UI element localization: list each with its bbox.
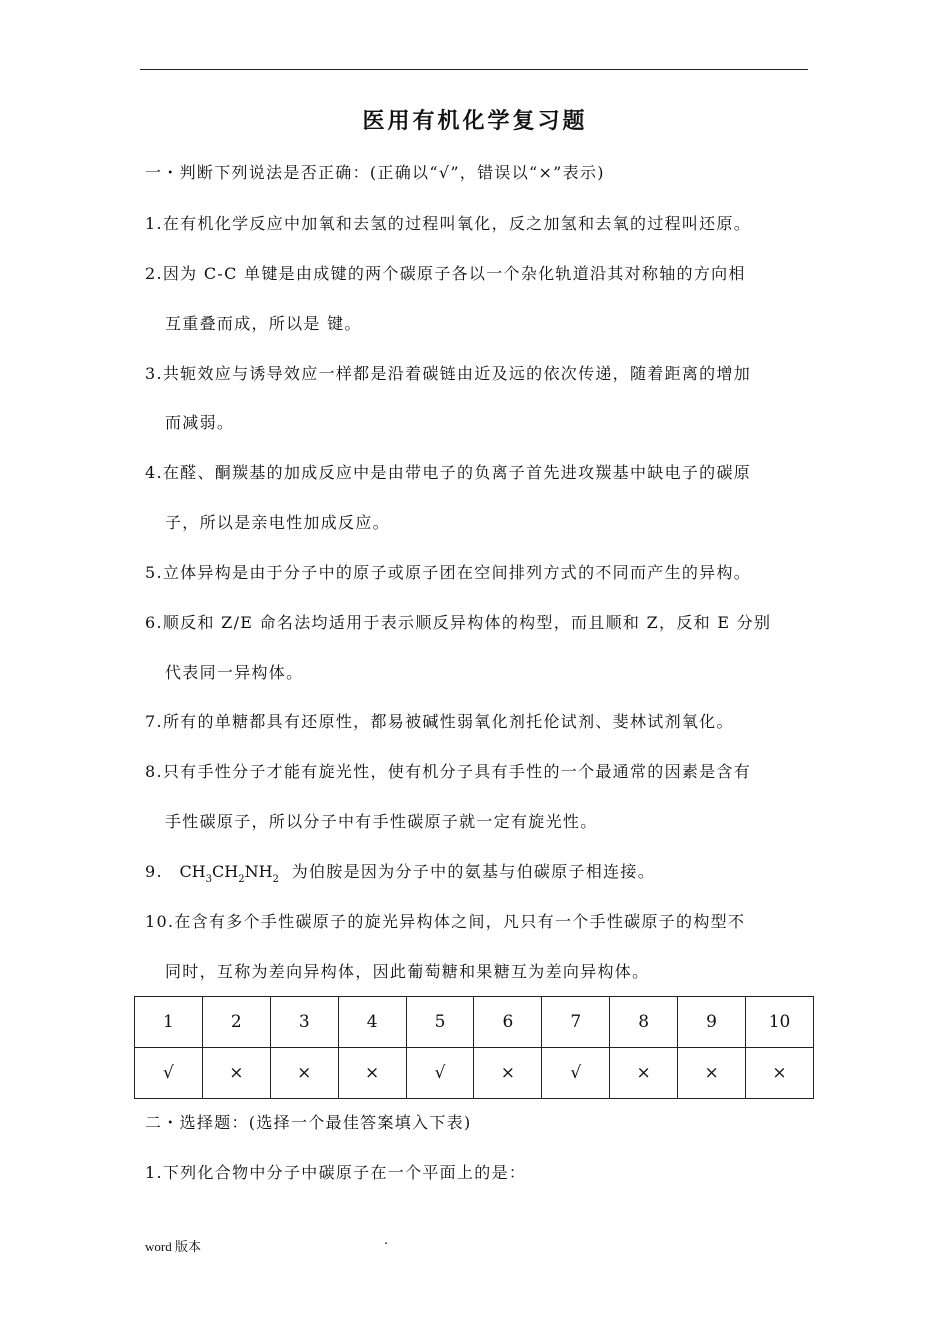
answer-mark-cell: × xyxy=(202,1048,270,1099)
question-7-line-1: 7.所有的单糖都具有还原性，都易被碱性弱氧化剂托伦试剂、斐林试剂氧化。 xyxy=(145,712,734,731)
answer-number-cell: 6 xyxy=(474,997,542,1048)
answer-number-cell: 2 xyxy=(202,997,270,1048)
answer-number-cell: 10 xyxy=(746,997,814,1048)
answer-mark-cell: √ xyxy=(135,1048,203,1099)
footer-dot: . xyxy=(384,1233,389,1248)
question-2-line-1: 2.因为 C-C 单键是由成键的两个碳原子各以一个杂化轨道沿其对称轴的方向相 xyxy=(145,264,746,283)
answer-table xyxy=(134,996,814,1099)
question-5-line-1: 5.立体异构是由于分子中的原子或原子团在空间排列方式的不同而产生的异构。 xyxy=(145,563,752,582)
question-9-formula: $CH_3CH_2NH_2$ xyxy=(179,862,279,885)
answer-mark-cell: √ xyxy=(542,1048,610,1099)
answer-mark-cell: × xyxy=(474,1048,542,1099)
question-1-line-1: 1.在有机化学反应中加氧和去氢的过程叫氧化，反之加氢和去氧的过程叫还原。 xyxy=(145,214,752,233)
question-9-number: 9. xyxy=(145,862,163,881)
question-3-line-2: 而减弱。 xyxy=(165,413,235,432)
answer-number-cell: 9 xyxy=(678,997,746,1048)
answer-table-number-row xyxy=(135,997,814,1048)
section2-heading: 二・选择题：(选择一个最佳答案填入下表) xyxy=(145,1113,472,1132)
question-8-line-1: 8.只有手性分子才能有旋光性，使有机分子具有手性的一个最通常的因素是含有 xyxy=(145,762,752,781)
answer-number-cell: 5 xyxy=(406,997,474,1048)
question-6-line-2: 代表同一异构体。 xyxy=(165,663,304,682)
question-9-text: 为伯胺是因为分子中的氨基与伯碳原子相连接。 xyxy=(291,862,656,881)
answer-mark-cell: √ xyxy=(406,1048,474,1099)
question-8-line-2: 手性碳原子，所以分子中有手性碳原子就一定有旋光性。 xyxy=(165,812,598,831)
answer-number-cell: 1 xyxy=(135,997,203,1048)
answer-number-cell: 7 xyxy=(542,997,610,1048)
footer-version-label: word 版本 xyxy=(145,1239,201,1254)
answer-mark-cell: × xyxy=(610,1048,678,1099)
answer-mark-cell: × xyxy=(746,1048,814,1099)
question-2-line-2: 互重叠而成，所以是 键。 xyxy=(165,314,362,333)
answer-mark-cell: × xyxy=(338,1048,406,1099)
question-6-line-1: 6.顺反和 Z/E 命名法均适用于表示顺反异构体的构型，而且顺和 Z，反和 E 分别 xyxy=(145,613,772,632)
question-9-line-1 xyxy=(145,862,655,885)
page-title: 医用有机化学复习题 xyxy=(362,109,588,134)
answer-mark-cell: × xyxy=(678,1048,746,1099)
question-10-line-1: 10.在含有多个手性碳原子的旋光异构体之间，凡只有一个手性碳原子的构型不 xyxy=(145,912,746,931)
question-4-line-1: 4.在醛、酮羰基的加成反应中是由带电子的负离子首先进攻羰基中缺电子的碳原 xyxy=(145,463,752,482)
header-rule xyxy=(140,69,808,70)
answer-number-cell: 3 xyxy=(270,997,338,1048)
question-4-line-2: 子，所以是亲电性加成反应。 xyxy=(165,513,390,532)
answer-table-answer-row xyxy=(135,1048,814,1099)
question-10-line-2: 同时，互称为差向异构体，因此葡萄糖和果糖互为差向异构体。 xyxy=(165,962,650,981)
section2-question-1: 1.下列化合物中分子中碳原子在一个平面上的是： xyxy=(145,1163,527,1182)
answer-number-cell: 8 xyxy=(610,997,678,1048)
answer-number-cell: 4 xyxy=(338,997,406,1048)
answer-mark-cell: × xyxy=(270,1048,338,1099)
section1-heading: 一・判断下列说法是否正确：(正确以“√”，错误以“×”表示) xyxy=(145,163,605,182)
question-3-line-1: 3.共轭效应与诱导效应一样都是沿着碳链由近及远的依次传递，随着距离的增加 xyxy=(145,364,752,383)
